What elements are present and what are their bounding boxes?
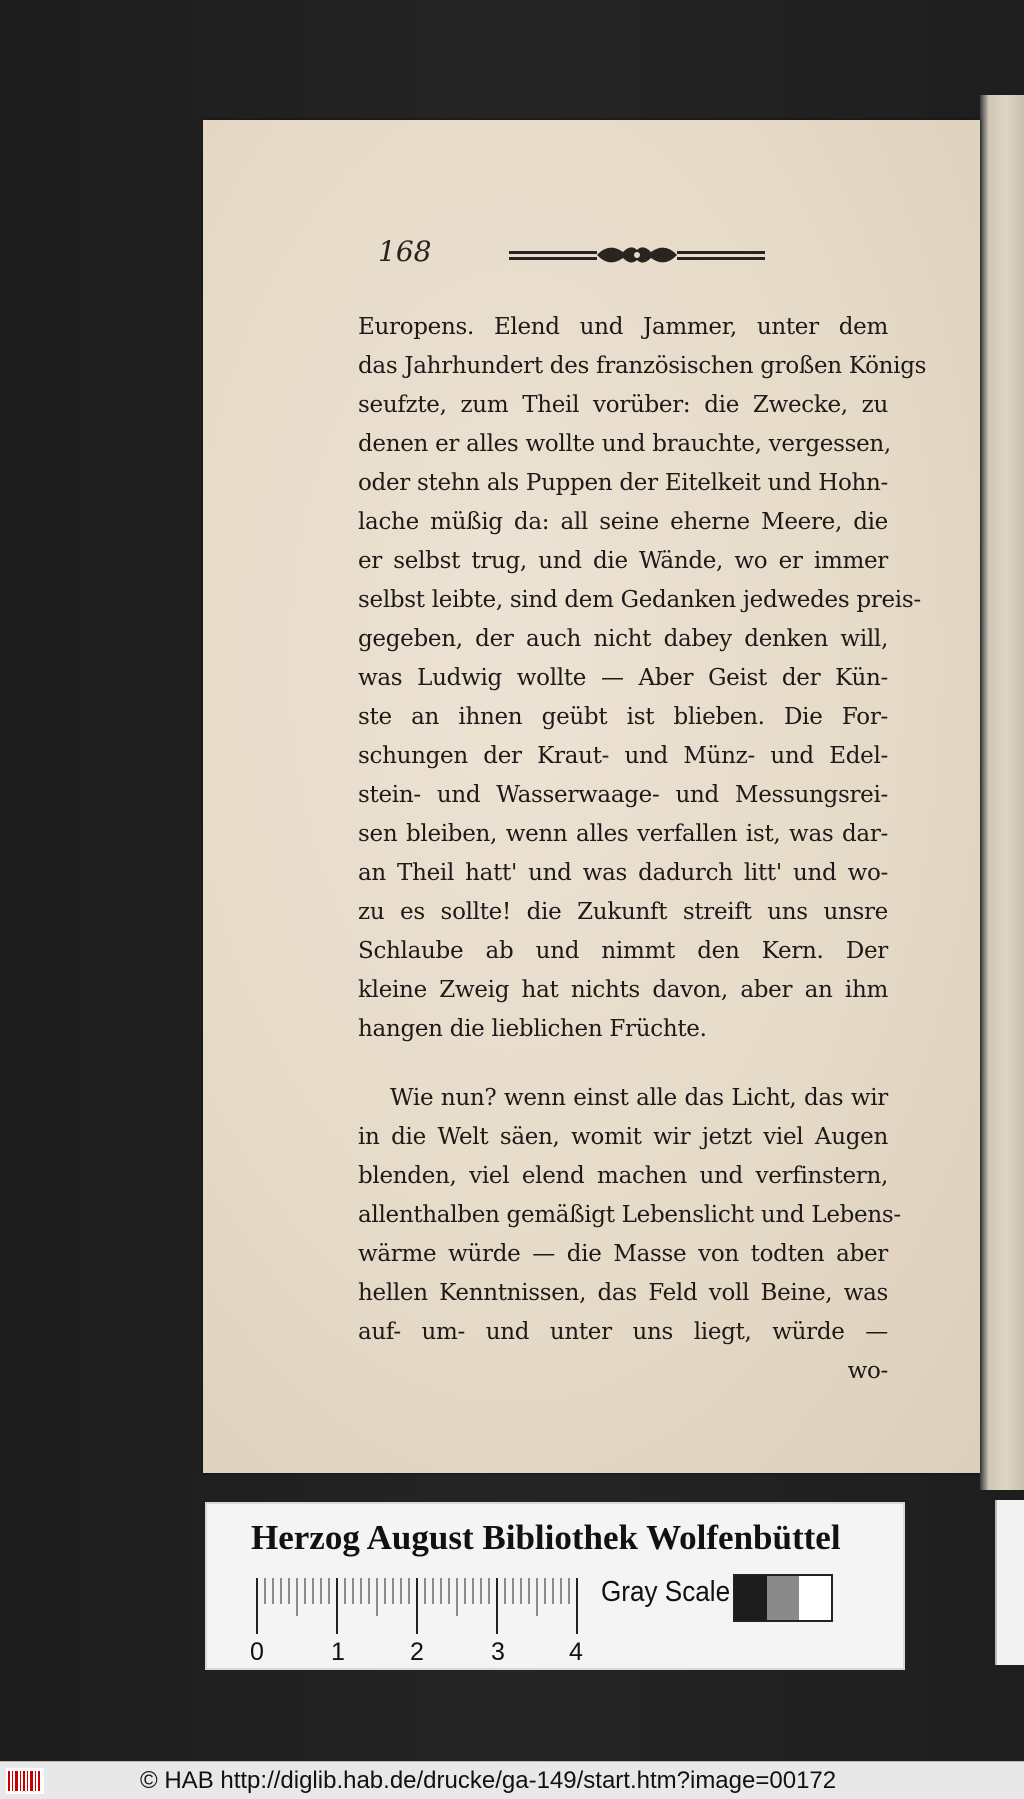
- footer-bar: [0, 1761, 1024, 1799]
- text-line: stein- und Wasserwaage- und Messungsrei-: [358, 782, 888, 808]
- text-line: Europens. Elend und Jammer, unter dem: [358, 314, 888, 340]
- text-line: sen bleiben, wenn alles verfallen ist, was dar-: [358, 821, 888, 847]
- text-line: schungen der Kraut- und Münz- und Edel-: [358, 743, 888, 769]
- text-line: zu es sollte! die Zukunft streift uns unsre: [358, 899, 888, 925]
- gray-swatch: [767, 1576, 799, 1620]
- library-color-card: [205, 1502, 905, 1670]
- library-name: Herzog August Bibliothek Wolfenbüttel: [251, 1518, 841, 1557]
- gray-scale-swatches: [733, 1574, 833, 1622]
- page-number: 168: [378, 235, 432, 268]
- text-line: das Jahrhundert des französischen großen Königs: [358, 353, 927, 379]
- text-line: ste an ihnen geübt ist blieben. Die For-: [358, 704, 888, 730]
- scale-number: 2: [410, 1638, 424, 1666]
- text-line: er selbst trug, und die Wände, wo er immer: [358, 548, 888, 574]
- text-line: Wie nun? wenn einst alle das Licht, das wir: [390, 1085, 888, 1111]
- barcode-logo-icon: [6, 1768, 44, 1794]
- text-line: denen er alles wollte und brauchte, vergessen,: [358, 431, 891, 457]
- paragraph-gap: [358, 1049, 888, 1079]
- text-line: selbst leibte, sind dem Gedanken jedwedes preis-: [358, 587, 921, 613]
- book-page: [203, 120, 980, 1473]
- scale-number: 1: [331, 1638, 345, 1666]
- text-line: in die Welt säen, womit wir jetzt viel Augen: [358, 1124, 888, 1150]
- gray-swatch: [799, 1576, 831, 1620]
- ruler-scale: [255, 1578, 579, 1636]
- text-line: auf- um- und unter uns liegt, würde —: [358, 1319, 888, 1345]
- text-line: kleine Zweig hat nichts davon, aber an ihm: [358, 977, 888, 1003]
- scale-number: 4: [569, 1638, 583, 1666]
- text-line: hellen Kenntnissen, das Feld voll Beine, was: [358, 1280, 888, 1306]
- footer-copyright-link[interactable]: © HAB http://diglib.hab.de/drucke/ga-149/start.htm?image=00172: [140, 1767, 837, 1794]
- text-line: an Theil hatt' und was dadurch litt' und wo-: [358, 860, 888, 886]
- next-page-card-edge: [995, 1500, 1024, 1665]
- text-line: wärme würde — die Masse von todten aber: [358, 1241, 888, 1267]
- text-line: seufzte, zum Theil vorüber: die Zwecke, zu: [358, 392, 888, 418]
- gray-swatch: [735, 1576, 767, 1620]
- text-line: was Ludwig wollte — Aber Geist der Kün-: [358, 665, 888, 691]
- text-line: gegeben, der auch nicht dabey denken will,: [358, 626, 888, 652]
- page-text: [358, 308, 927, 1391]
- gray-scale-label: Gray Scale: [601, 1576, 731, 1608]
- text-line: lache müßig da: all seine eherne Meere, die: [358, 509, 888, 535]
- catchword: wo-: [847, 1358, 888, 1384]
- scale-number: 3: [491, 1638, 505, 1666]
- scale-number: 0: [250, 1638, 264, 1666]
- text-line: Schlaube ab und nimmt den Kern. Der: [358, 938, 888, 964]
- text-line: hangen die lieblichen Früchte.: [358, 1016, 707, 1042]
- text-line: blenden, viel elend machen und verfinstern,: [358, 1163, 888, 1189]
- text-line: oder stehn als Puppen der Eitelkeit und Hohn-: [358, 470, 888, 496]
- header-ornament-icon: [509, 240, 765, 270]
- text-line: allenthalben gemäßigt Lebenslicht und Lebens-: [358, 1202, 901, 1228]
- next-page-edge: [980, 95, 1024, 1490]
